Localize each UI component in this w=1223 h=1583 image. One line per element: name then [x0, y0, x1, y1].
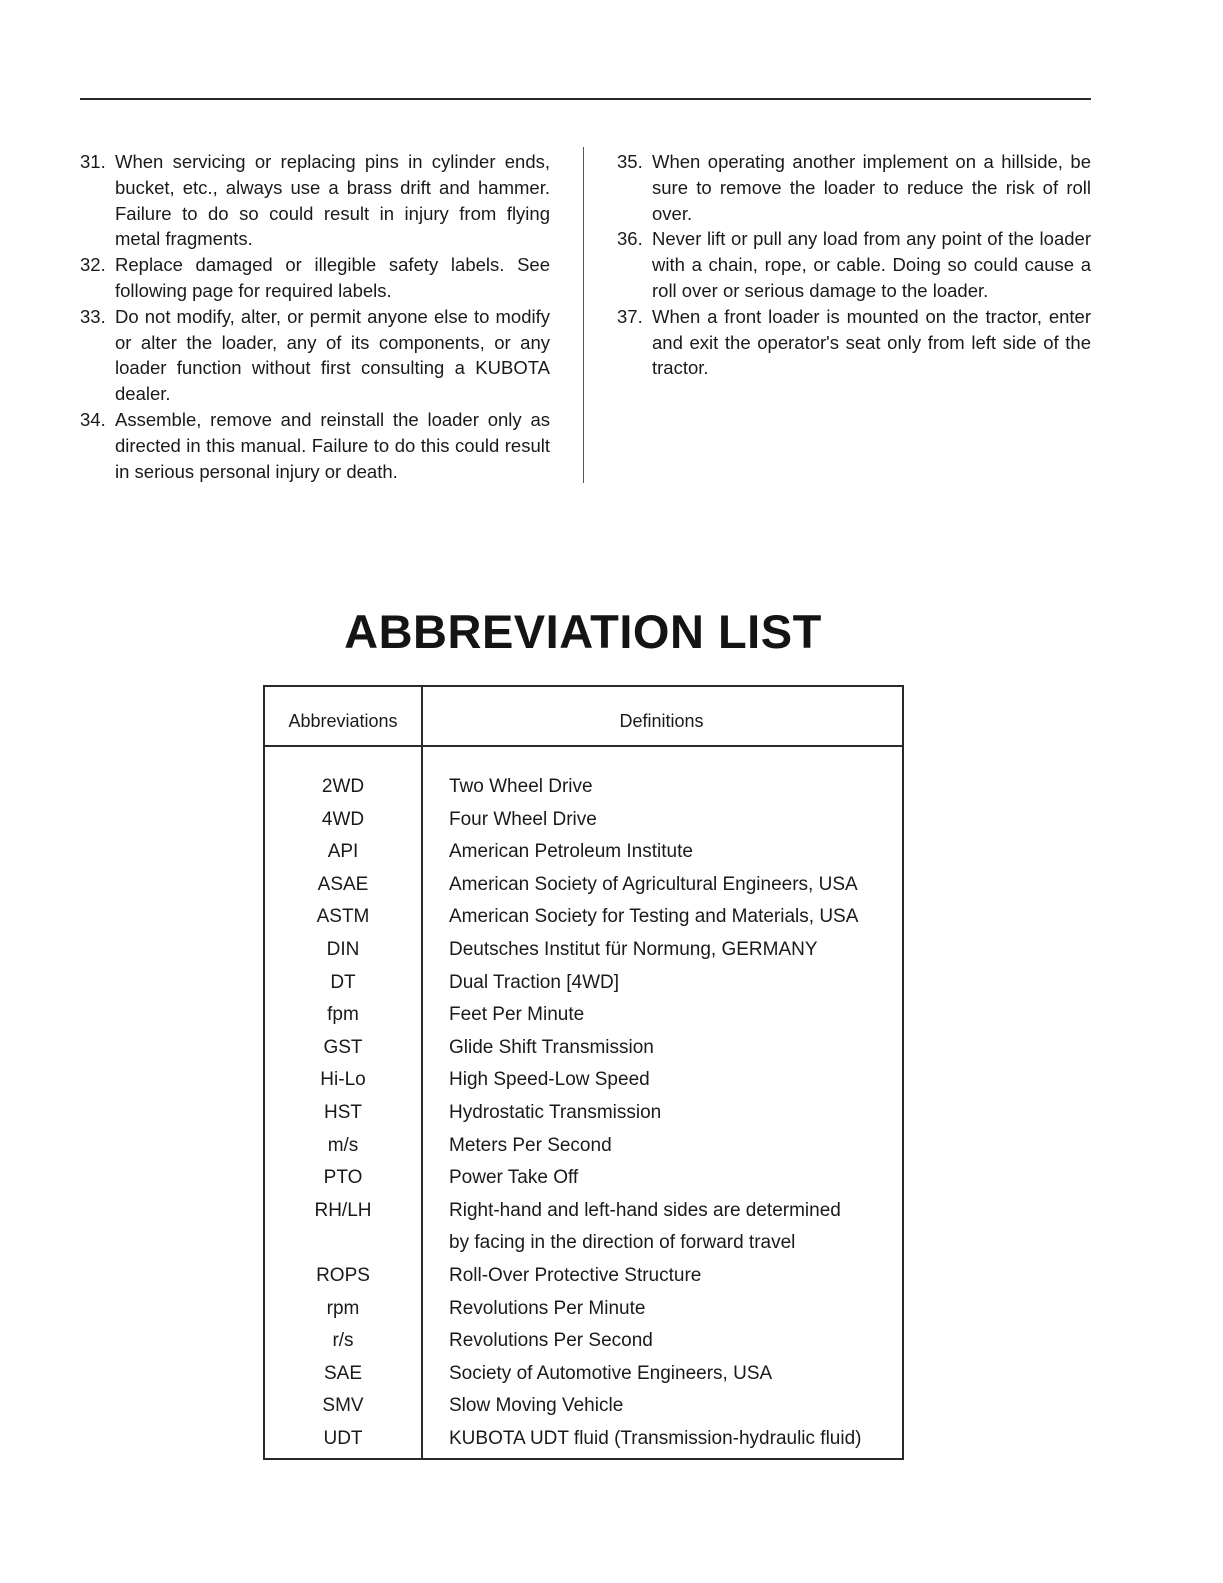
table-row — [265, 1325, 902, 1358]
abbreviation-table — [263, 685, 904, 1460]
header-definitions: Definitions — [619, 711, 704, 731]
item-text: Do not modify, alter, or permit anyone else to modify or alter the loader, any of its components, or any loader function without first consulting a KUBOTA dealer. — [115, 305, 550, 405]
safety-item — [617, 304, 1091, 381]
safety-item — [80, 149, 550, 252]
item-number: 31. — [80, 151, 106, 172]
abbreviation-cell: r/s — [332, 1330, 354, 1352]
abbreviation-cell: DT — [330, 971, 356, 993]
item-number: 35. — [617, 151, 643, 172]
safety-item — [617, 149, 1091, 226]
table-row — [265, 1260, 902, 1293]
abbreviation-cell: 2WD — [321, 776, 365, 797]
table-row — [265, 804, 902, 837]
table-row — [265, 1097, 902, 1130]
table-row — [265, 1032, 902, 1065]
safety-item — [80, 407, 550, 484]
abbreviation-cell: m/s — [327, 1134, 359, 1156]
column-divider — [583, 147, 584, 483]
table-row — [265, 1423, 902, 1456]
definition-cell: Revolutions Per Minute — [449, 1297, 646, 1319]
item-text: When operating another implement on a hillside, be sure to remove the loader to reduce the risk of roll over. — [652, 151, 1091, 224]
item-number: 32. — [80, 254, 106, 276]
table-row — [265, 1064, 902, 1097]
table-body — [265, 771, 902, 1455]
abbreviation-cell: ROPS — [316, 1264, 370, 1286]
table-row — [265, 869, 902, 902]
definition-cell: Four Wheel Drive — [449, 808, 597, 830]
item-text: When servicing or replacing pins in cylinder ends, bucket, etc., always use a brass drift and hammer. Failure to do so could result in injury from flying metal fragments. — [115, 151, 550, 250]
table-row — [265, 771, 902, 804]
definition-cell: Hydrostatic Transmission — [449, 1101, 662, 1123]
abbreviation-cell: UDT — [323, 1427, 363, 1449]
item-number: 34. — [80, 408, 106, 430]
definition-cell: Revolutions Per Second — [449, 1330, 653, 1352]
abbreviation-cell — [265, 1227, 421, 1260]
definition-cell: Dual Traction [4WD] — [449, 971, 619, 993]
header-abbreviations: Abbreviations — [288, 711, 398, 731]
definition-cell: Feet Per Minute — [449, 1004, 585, 1026]
safety-item — [80, 252, 550, 304]
table-row — [265, 1162, 902, 1195]
table-row — [265, 901, 902, 934]
safety-column-left — [80, 149, 550, 484]
definition-cell: Meters Per Second — [449, 1134, 612, 1156]
item-text: Never lift or pull any load from any point of the loader with a chain, rope, or cable. Doing so could cause a roll over or serious damage to the loader. — [652, 228, 1091, 301]
table-row — [265, 1130, 902, 1163]
abbreviation-cell: SAE — [323, 1362, 363, 1384]
safety-item — [80, 304, 550, 407]
abbreviation-cell: API — [327, 841, 359, 863]
abbreviation-cell: RH/LH — [314, 1199, 372, 1221]
abbreviation-cell: GST — [323, 1036, 363, 1058]
definition-cell: KUBOTA UDT fluid (Transmission-hydraulic fluid) — [449, 1427, 862, 1449]
definition-cell: American Petroleum Institute — [449, 841, 693, 863]
table-row — [265, 999, 902, 1032]
abbreviation-cell: rpm — [326, 1297, 360, 1319]
table-row — [265, 1293, 902, 1326]
definition-cell: Roll-Over Protective Structure — [449, 1264, 702, 1286]
definition-cell: Glide Shift Transmission — [449, 1036, 654, 1058]
item-text: When a front loader is mounted on the tractor, enter and exit the operator's seat only from left side of the tractor. — [652, 305, 1091, 379]
abbreviation-cell: PTO — [323, 1167, 363, 1189]
item-text: Assemble, remove and reinstall the loader only as directed in this manual. Failure to do this could result in serious personal injury or death. — [115, 408, 550, 482]
abbreviation-cell: ASAE — [317, 873, 369, 895]
definition-cell: Deutsches Institut für Normung, GERMANY — [449, 938, 818, 960]
definition-cell: Slow Moving Vehicle — [449, 1395, 624, 1417]
definition-cell: Right-hand and left-hand sides are determined — [449, 1199, 841, 1221]
definition-cell: High Speed-Low Speed — [449, 1069, 650, 1091]
table-header — [265, 687, 902, 747]
table-row — [265, 967, 902, 1000]
safety-item — [617, 226, 1091, 303]
abbreviation-cell: 4WD — [321, 808, 365, 830]
definition-cell: Two Wheel Drive — [449, 776, 593, 797]
item-number: 37. — [617, 305, 643, 327]
definition-cell: American Society of Agricultural Engineers, USA — [449, 873, 858, 895]
definition-cell: Society of Automotive Engineers, USA — [449, 1362, 773, 1384]
table-row — [265, 1358, 902, 1391]
abbreviation-cell: Hi-Lo — [320, 1069, 366, 1091]
abbreviation-cell: DIN — [326, 938, 360, 960]
definition-cell: American Society for Testing and Materials, USA — [449, 906, 859, 928]
top-rule — [80, 98, 1091, 100]
abbreviation-cell: SMV — [322, 1395, 364, 1417]
table-row — [265, 1390, 902, 1423]
abbreviation-cell: ASTM — [316, 906, 370, 928]
abbreviation-cell: HST — [324, 1101, 362, 1123]
definition-cell: by facing in the direction of forward travel — [449, 1232, 796, 1254]
item-text: Replace damaged or illegible safety labels. See following page for required labels. — [115, 254, 550, 301]
item-number: 36. — [617, 228, 643, 250]
table-row — [265, 836, 902, 869]
table-row — [265, 1227, 902, 1260]
table-row — [265, 934, 902, 967]
safety-column-right — [617, 149, 1091, 381]
item-number: 33. — [80, 305, 106, 327]
table-row — [265, 1195, 902, 1228]
definition-cell: Power Take Off — [449, 1167, 579, 1189]
abbreviation-cell: fpm — [327, 1004, 359, 1026]
abbreviation-list-title: ABBREVIATION LIST — [344, 605, 822, 658]
